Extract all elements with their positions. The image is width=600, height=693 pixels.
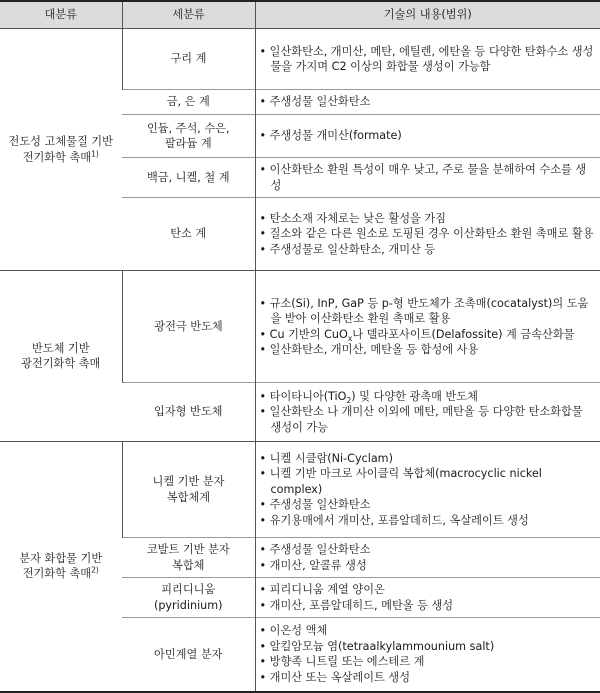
- description-cell: [255, 383, 600, 442]
- description-item: • 이온성 액체: [260, 623, 597, 638]
- sub-category-label: 광전극 반도체: [154, 319, 223, 333]
- description-item: • 주생성물 일산화탄소: [260, 94, 597, 109]
- description-item: • 개미산, 포름알데히드, 메탄올 등 생성: [260, 598, 597, 613]
- sub-category-cell: [122, 442, 255, 538]
- sub-category-cell: [122, 271, 255, 383]
- sub-category-label: 인듐, 주석, 수은,: [146, 121, 230, 135]
- major-category-line: 분자 화합물 기반: [19, 551, 103, 565]
- description-item: • 주생성물로 일산화탄소, 개미산 등: [260, 242, 597, 257]
- description-item: • 주생성물 개미산(formate): [260, 128, 597, 143]
- sub-category-cell: [122, 383, 255, 442]
- table-row: [0, 271, 600, 383]
- sub-category-label: 팔라듐 계: [164, 137, 212, 150]
- sub-category-label: 탄소 계: [170, 227, 207, 241]
- sub-category-cell: [122, 90, 255, 115]
- major-category-cell: [0, 29, 122, 271]
- sub-category-label: (pyridinium): [153, 598, 223, 612]
- major-category-line: 광전기화학 촉매: [21, 357, 101, 370]
- description-item: • 니켈 시클람(Ni-Cyclam): [260, 451, 597, 466]
- description-item: • 개미산 또는 옥살레이트 생성: [260, 670, 597, 685]
- sub-category-label: 복합체계: [166, 490, 211, 504]
- sub-category-label: 피리디니움: [161, 583, 216, 597]
- sub-category-label: 복합체: [172, 558, 205, 572]
- major-category-cell: [0, 271, 122, 442]
- sub-category-label: 코발트 기반 분자: [146, 543, 230, 557]
- sub-category-cell: [122, 198, 255, 271]
- description-cell: [255, 115, 600, 158]
- description-item: • 피리디니움 계열 양이온: [260, 582, 597, 597]
- header-technology-scope: 기술의 내용(범위): [255, 1, 600, 29]
- description-item: • 개미산, 알콜류 생성: [260, 558, 597, 573]
- description-item: • 일산화탄소, 개미산, 메탄, 에틸렌, 에탄올 등 다양한 탄화수소 생성물을 가지며 C2 이상의 화합물 생성이 가능함: [260, 44, 597, 75]
- sub-category-label: 구리 계: [170, 52, 207, 66]
- description-item: • 알킬암모늄 염(tetraalkylammounium salt): [260, 639, 597, 654]
- description-item: • 일산화탄소 나 개미산 이외에 메탄, 메탄올 등 다양한 탄소화합물 생성이 가능: [260, 404, 597, 435]
- sub-category-cell: [122, 115, 255, 158]
- sub-category-cell: [122, 618, 255, 692]
- description-item: • 주생성물 일산화탄소: [260, 497, 597, 512]
- description-cell: [255, 442, 600, 538]
- description-cell: [255, 90, 600, 115]
- major-category-cell: [0, 442, 122, 692]
- header-sub-category: 세분류: [122, 1, 255, 29]
- description-cell: [255, 158, 600, 198]
- description-item: • 니켈 기반 마크로 사이클릭 복합체(macrocyclic nickel complex): [260, 466, 597, 497]
- sub-category-cell: [122, 538, 255, 578]
- major-category-line: 전기화학 촉매: [22, 567, 92, 581]
- description-item: • 이산화탄소 환원 특성이 매우 낮고, 주로 물을 분해하여 수소를 생성: [260, 162, 597, 193]
- sub-category-cell: [122, 578, 255, 618]
- sub-category-cell: [122, 29, 255, 90]
- description-cell: [255, 538, 600, 578]
- footnote-mark: 2): [91, 565, 99, 575]
- sub-category-label: 금, 은 계: [166, 95, 210, 109]
- description-item: • 질소와 같은 다른 원소로 도핑된 경우 이산화탄소 환원 촉매로 활용: [260, 226, 597, 241]
- description-cell: [255, 578, 600, 618]
- sub-category-cell: [122, 158, 255, 198]
- description-item: • 방향족 니트릴 또는 에스테르 계: [260, 654, 597, 669]
- table-row: [0, 29, 600, 90]
- description-cell: [255, 271, 600, 383]
- sub-category-label: 백금, 니켈, 철 계: [146, 170, 230, 184]
- description-cell: [255, 618, 600, 692]
- header-major-category: 대분류: [0, 1, 122, 29]
- major-category-line: 전기화학 촉매: [22, 150, 92, 164]
- sub-category-label: 입자형 반도체: [154, 405, 223, 419]
- table-row: [0, 442, 600, 538]
- major-category-line: 반도체 기반: [31, 341, 90, 355]
- description-cell: [255, 29, 600, 90]
- header-row: [0, 1, 600, 29]
- major-category-line: 전도성 고체물질 기반: [8, 135, 113, 149]
- description-item: • 주생성물 일산화탄소: [260, 542, 597, 557]
- description-item: • 규소(Si), InP, GaP 등 p-형 반도체가 조촉매(cocatalyst)의 도움을 받아 이산화탄소 환원 촉매로 활용: [260, 296, 597, 327]
- footnote-mark: 1): [91, 148, 99, 158]
- description-item: • Cu 기반의 CuO$_x$나 델라포사이트(Delafossite) 계 금속산화물: [260, 327, 597, 342]
- description-cell: [255, 198, 600, 271]
- description-item: • 탄소소재 자체로는 낮은 활성을 가짐: [260, 211, 597, 226]
- description-item: • 유기용매에서 개미산, 포름알데히드, 옥살레이트 생성: [260, 513, 597, 528]
- description-item: • 타이타니아(TiO$_2$) 및 다양한 광촉매 반도체: [260, 389, 597, 404]
- sub-category-label: 니켈 기반 분자: [152, 475, 225, 489]
- description-item: • 일산화탄소, 개미산, 메탄올 등 합성에 사용: [260, 342, 597, 357]
- sub-category-label: 아민계열 분자: [154, 647, 223, 661]
